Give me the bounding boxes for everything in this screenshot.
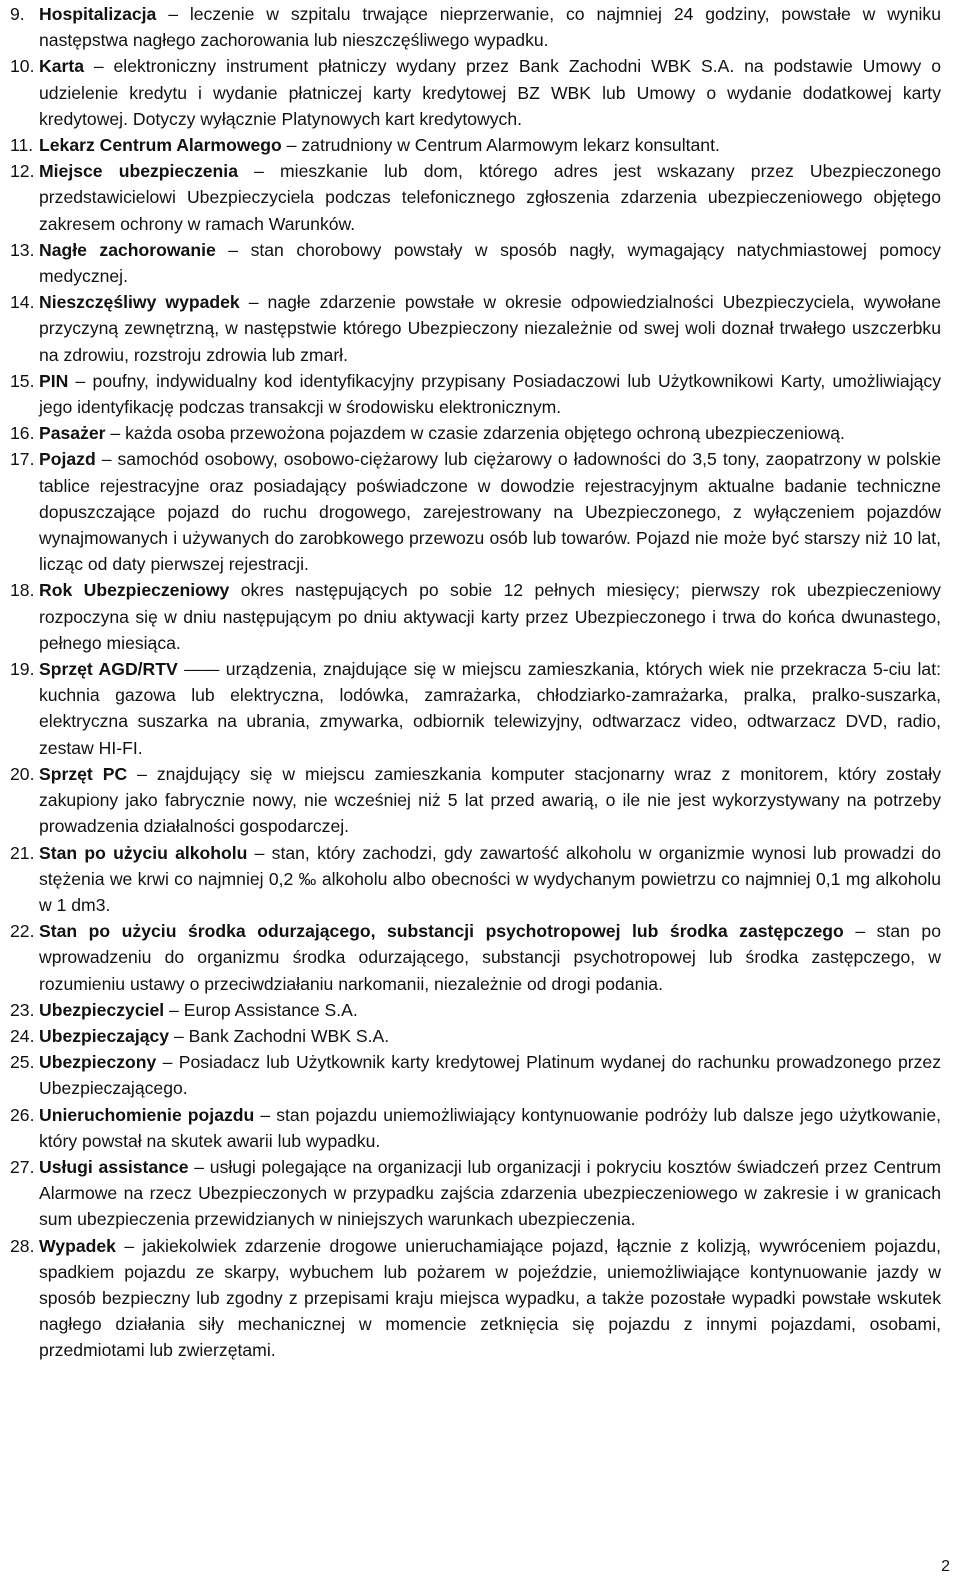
definition-item bbox=[10, 158, 941, 237]
definition-text: – nagłe zdarzenie powstałe w okresie odpowiedzialności Ubezpieczyciela, wywołane przyczyną zewnętrzną, w następstwie którego Ubezpieczony niezależnie od swej woli doznał trwałego uszczerbku na zdrowiu, rozstroju zdrowia lub zmarł. bbox=[39, 292, 941, 365]
definition-text: – Europ Assistance S.A. bbox=[164, 999, 358, 1020]
definition-item bbox=[10, 237, 941, 289]
item-number: 13. bbox=[10, 239, 35, 260]
definition-item bbox=[10, 1023, 941, 1049]
term: Nagłe zachorowanie bbox=[39, 239, 216, 260]
definition-item bbox=[10, 840, 941, 919]
definition-item bbox=[10, 446, 941, 577]
definition-item bbox=[10, 132, 941, 158]
term: Rok Ubezpieczeniowy bbox=[39, 580, 230, 601]
term: Ubezpieczający bbox=[39, 1025, 170, 1046]
definition-text: – samochód osobowy, osobowo-ciężarowy lub ciężarowy o ładowności do 3,5 tony, zaopatrzony w polskie tablice rejestracyjne oraz posiadający poświadczone w dowodzie rejestracyjnym aktualne badanie techniczne dopuszczające pojazd do ruchu drogowego, zarejestrowany na Ubezpieczonego, z wyłączeniem pojazdów wynajmowanych i używanych do zarobkowego przewozu osób lub towarów. Pojazd nie może być starszy niż 10 lat, licząc od daty pierwszej rejestracji. bbox=[39, 449, 941, 575]
definition-item bbox=[10, 420, 941, 446]
definition-text: – elektroniczny instrument płatniczy wydany przez Bank Zachodni WBK S.A. na podstawie Umowy o udzielenie kredytu i wydanie płatniczej karty kredytowej BZ WBK lub Umowy o wydanie dodatkowej karty kredytowej. Dotyczy wyłącznie Platynowych kart kredytowych. bbox=[39, 56, 941, 129]
definition-item bbox=[10, 1233, 941, 1364]
definition-item bbox=[10, 656, 941, 761]
definition-text: – stan, który zachodzi, gdy zawartość alkoholu w organizmie wynosi lub prowadzi do stężenia we krwi co najmniej 0,2 ‰ alkoholu albo obecności w wydychanym powietrzu co najmniej 0,1 mg alkoholu w 1 dm3. bbox=[39, 842, 941, 915]
item-number: 9. bbox=[10, 4, 25, 24]
item-number: 27. bbox=[10, 1156, 35, 1177]
term: Ubezpieczyciel bbox=[39, 999, 165, 1020]
definitions-list bbox=[10, 1, 941, 1364]
definition-item bbox=[10, 53, 941, 132]
definition-text: – stan chorobowy powstały w sposób nagły, wymagający natychmiastowej pomocy medycznej. bbox=[39, 239, 941, 287]
definition-text: – każda osoba przewożona pojazdem w czasie zdarzenia objętego ochroną ubezpieczeniową. bbox=[105, 423, 845, 444]
term: Stan po użyciu alkoholu bbox=[39, 842, 248, 863]
item-number: 14. bbox=[10, 292, 35, 313]
item-number: 17. bbox=[10, 449, 35, 470]
definition-item bbox=[10, 918, 941, 997]
item-number: 23. bbox=[10, 999, 35, 1020]
definition-text: okres następujących po sobie 12 pełnych miesięcy; pierwszy rok ubezpieczeniowy rozpoczyna się w dniu następującym po dniu aktywacji karty przez Ubezpieczonego i trwa do końca dwunastego, pełnego miesiąca. bbox=[39, 580, 941, 653]
page-number: 2 bbox=[941, 1558, 950, 1575]
item-number: 18. bbox=[10, 580, 35, 601]
definition-text: – jakiekolwiek zdarzenie drogowe unieruchamiające pojazd, łącznie z kolizją, wywróceniem pojazdu, spadkiem pojazdu ze skarpy, wybuchem lub pożarem w pojeździe, uniemożliwiające kontynuowanie jazdy w sposób bezpieczny lub zgodny z przepisami kraju miejsca wypadku, a także pozostałe wypadki powstałe wskutek nagłego działania siły mechanicznej w momencie zetknięcia się pojazdu z innymi pojazdami, osobami, przedmiotami lub zwierzętami. bbox=[39, 1235, 941, 1361]
definition-text: – usługi polegające na organizacji lub organizacji i pokryciu kosztów świadczeń przez Centrum Alarmowe na rzecz Ubezpieczonych w przypadku zajścia zdarzenia ubezpieczeniowego w zakresie i w granicach sum ubezpieczenia przewidzianych w niniejszych warunkach ubezpieczenia. bbox=[39, 1156, 942, 1230]
definition-text: —— urządzenia, znajdujące się w miejscu zamieszkania, których wiek nie przekracza 5-ciu lat: kuchnia gazowa lub elektryczna, lodówka, zamrażarka, chłodziarko-zamrażarka, pralka, pralko-suszarka, elektryczna suszarka na ubrania, zmywarka, odbiornik telewizyjny, odtwarzacz video, odtwarzacz DVD, radio, zestaw HI-FI. bbox=[39, 659, 941, 758]
item-number: 10. bbox=[10, 56, 35, 77]
item-number: 20. bbox=[10, 763, 35, 784]
definition-text: – poufny, indywidualny kod identyfikacyjny przypisany Posiadaczowi lub Użytkownikowi Karty, umożliwiający jego identyfikację podczas transakcji w środowisku elektronicznym. bbox=[39, 370, 941, 418]
definition-item bbox=[10, 761, 941, 840]
term: Hospitalizacja bbox=[39, 4, 157, 24]
definition-item bbox=[10, 368, 941, 420]
term: Pojazd bbox=[39, 449, 96, 470]
definition-text: – stan po wprowadzeniu do organizmu środka odurzającego, substancji psychotropowej lub środka zastępczego, w rozumieniu ustawy o przeciwdziałaniu narkomanii, niezależnie od drogi podania. bbox=[39, 921, 941, 994]
definition-item bbox=[10, 1102, 941, 1154]
term: Stan po użyciu środka odurzającego, substancji psychotropowej lub środka zastępczego bbox=[39, 921, 844, 942]
definition-text: – znajdujący się w miejscu zamieszkania komputer stacjonarny wraz z monitorem, który zostały zakupiony jako fabrycznie nowy, nie wcześniej niż 5 lat przed awarią, o ile nie jest wykorzystywany na potrzeby prowadzenia działalności gospodarczej. bbox=[39, 763, 941, 837]
term: PIN bbox=[39, 370, 69, 391]
definition-text: – Bank Zachodni WBK S.A. bbox=[169, 1025, 390, 1046]
item-number: 12. bbox=[10, 161, 35, 182]
item-number: 24. bbox=[10, 1025, 35, 1046]
item-number: 11. bbox=[10, 135, 34, 156]
term: Wypadek bbox=[39, 1235, 116, 1256]
term: Nieszczęśliwy wypadek bbox=[39, 292, 240, 313]
term: Sprzęt PC bbox=[39, 763, 128, 784]
item-number: 21. bbox=[10, 842, 35, 863]
definition-text: – stan pojazdu uniemożliwiający kontynuowanie podróży lub dalsze jego użytkowanie, który powstał na skutek awarii lub wypadku. bbox=[39, 1104, 941, 1151]
term: Ubezpieczony bbox=[39, 1052, 157, 1073]
definition-text: – Posiadacz lub Użytkownik karty kredytowej Platinum wydanej do rachunku prowadzonego przez Ubezpieczającego. bbox=[39, 1052, 941, 1099]
definition-text: – mieszkanie lub dom, którego adres jest wskazany przez Ubezpieczonego przedstawicielowi Ubezpieczyciela podczas telefonicznego zgłoszenia zdarzenia ubezpieczeniowego objętego zakresem ochrony w ramach Warunków. bbox=[39, 161, 941, 234]
definition-item bbox=[10, 577, 941, 656]
term: Lekarz Centrum Alarmowego bbox=[39, 135, 282, 156]
definition-item bbox=[10, 289, 941, 368]
definition-text: – zatrudniony w Centrum Alarmowym lekarz konsultant. bbox=[281, 135, 720, 156]
item-number: 15. bbox=[10, 370, 35, 391]
definition-text: – leczenie w szpitalu trwające nieprzerwanie, co najmniej 24 godziny, powstałe w wyniku następstwa nagłego zachorowania lub nieszczęśliwego wypadku. bbox=[39, 4, 941, 51]
definition-item bbox=[10, 1049, 941, 1101]
term: Unieruchomienie pojazdu bbox=[39, 1104, 255, 1125]
item-number: 22. bbox=[10, 921, 35, 942]
item-number: 16. bbox=[10, 423, 35, 444]
term: Pasażer bbox=[39, 423, 106, 444]
term: Karta bbox=[39, 56, 84, 77]
item-number: 28. bbox=[10, 1235, 35, 1256]
definition-item bbox=[10, 1154, 941, 1233]
definition-item bbox=[10, 1, 941, 53]
definition-item bbox=[10, 997, 941, 1023]
item-number: 19. bbox=[10, 659, 35, 680]
term: Miejsce ubezpieczenia bbox=[39, 161, 238, 182]
term: Sprzęt AGD/RTV bbox=[39, 659, 178, 680]
term: Usługi assistance bbox=[39, 1156, 189, 1177]
item-number: 26. bbox=[10, 1104, 35, 1125]
item-number: 25. bbox=[10, 1052, 35, 1073]
